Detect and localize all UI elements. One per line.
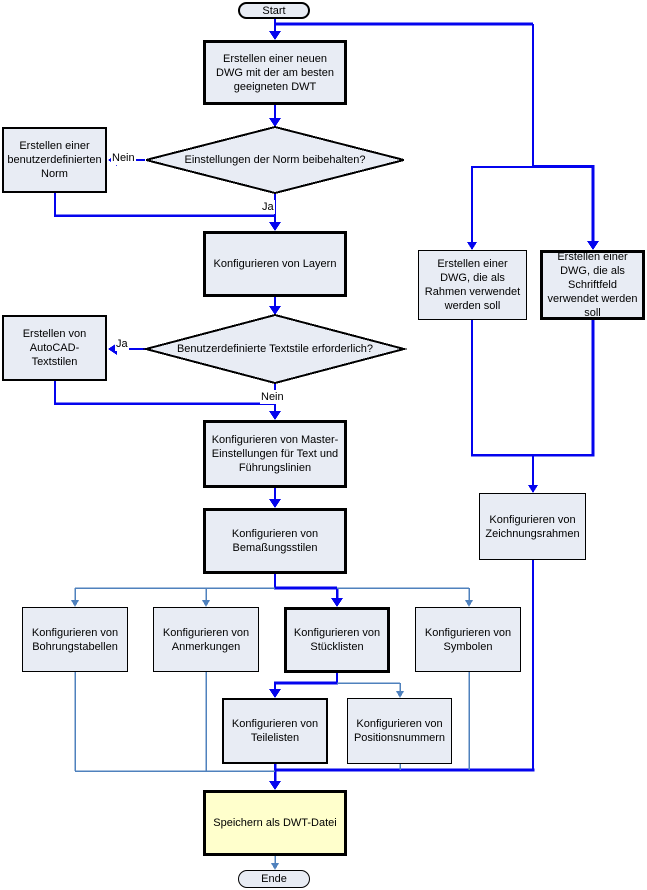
arrow-into-posnummern xyxy=(396,691,404,698)
dwg-frame-node xyxy=(418,250,527,320)
position-numbers-label: Konfigurieren von Positionsnummern xyxy=(353,718,446,744)
arrow-into-decision1 xyxy=(269,118,281,127)
master-text-node xyxy=(203,420,347,488)
hole-tables-node xyxy=(22,607,128,672)
symbols-node xyxy=(415,607,521,672)
arrow-into-dims xyxy=(269,499,281,508)
parts-lists-node xyxy=(284,607,390,673)
start-node xyxy=(238,2,310,19)
arrow-into-stuecklisten xyxy=(331,598,343,607)
layers-label: Konfigurieren von Layern xyxy=(213,258,337,270)
arrow-into-save xyxy=(269,781,281,790)
arrow-into-symbole xyxy=(465,600,473,607)
drawing-frames-label: Konfigurieren von Zeichnungsrahmen xyxy=(485,513,580,540)
arrow-into-master xyxy=(269,411,281,420)
edge-label-nein2: Nein xyxy=(261,391,284,403)
dwg-titleblock-node xyxy=(540,250,645,320)
annotations-label: Konfigurieren von Anmerkungen xyxy=(162,626,250,653)
master-text-label: Konfigurieren von Master-Einstellungen für Text und Führungslinien xyxy=(211,434,339,474)
create-dwg-node xyxy=(203,40,347,105)
custom-norm-node xyxy=(2,127,107,193)
arrow-into-titleblock xyxy=(587,241,599,250)
autocad-textstyles-node xyxy=(2,315,107,381)
position-numbers-node xyxy=(347,698,452,764)
arrow-into-bohrung xyxy=(71,600,79,607)
save-dwt-node xyxy=(203,790,347,856)
custom-norm-label: Erstellen einer benutzerdefinierten Norm xyxy=(7,140,102,180)
start-label: Start xyxy=(262,4,286,17)
arrow-into-end xyxy=(271,863,279,870)
item-lists-label: Konfigurieren von Teilelisten xyxy=(231,718,319,744)
arrow-into-layers xyxy=(269,222,281,231)
end-node xyxy=(238,870,310,888)
dimension-styles-node xyxy=(203,508,347,574)
drawing-frames-node xyxy=(479,493,586,560)
create-dwg-label: Erstellen einer neuen DWG mit der am besten geeigneten DWT xyxy=(216,52,334,93)
arrow-into-zeichnungsrahmen xyxy=(528,485,538,493)
dimension-styles-label: Konfigurieren von Bemaßungsstilen xyxy=(231,528,319,554)
arrow-into-box1 xyxy=(269,31,281,40)
edge-label-ja1: Ja xyxy=(262,201,274,213)
end-label: Ende xyxy=(261,873,287,885)
decision-textstyles-label: Benutzerdefinierte Textstile erforderlich? xyxy=(176,343,374,355)
arrow-into-anmerkung xyxy=(202,600,210,607)
edge-label-ja2: Ja xyxy=(116,338,128,350)
edge-label-nein1: Nein xyxy=(112,152,135,164)
parts-lists-label: Konfigurieren von Stücklisten xyxy=(293,627,381,653)
dwg-titleblock-label: Erstellen einer DWG, die als Schriftfeld verwendet werden soll xyxy=(547,251,638,319)
arrow-into-teilelisten xyxy=(269,689,281,698)
arrow-into-decision2 xyxy=(269,306,281,315)
symbols-label: Konfigurieren von Symbolen xyxy=(424,626,512,653)
decision-norm-label: Einstellungen der Norm beibehalten? xyxy=(184,154,366,166)
autocad-textstyles-label: Erstellen von AutoCAD-Textstilen xyxy=(22,328,87,368)
save-dwt-label: Speichern als DWT-Datei xyxy=(213,817,337,829)
layers-node xyxy=(203,231,347,297)
dwg-frame-label: Erstellen einer DWG, die als Rahmen verwendet werden soll xyxy=(424,258,521,312)
item-lists-node xyxy=(222,698,328,764)
annotations-node xyxy=(153,607,259,672)
hole-tables-label: Konfigurieren von Bohrungstabellen xyxy=(31,626,119,653)
arrow-into-frame xyxy=(467,242,477,250)
